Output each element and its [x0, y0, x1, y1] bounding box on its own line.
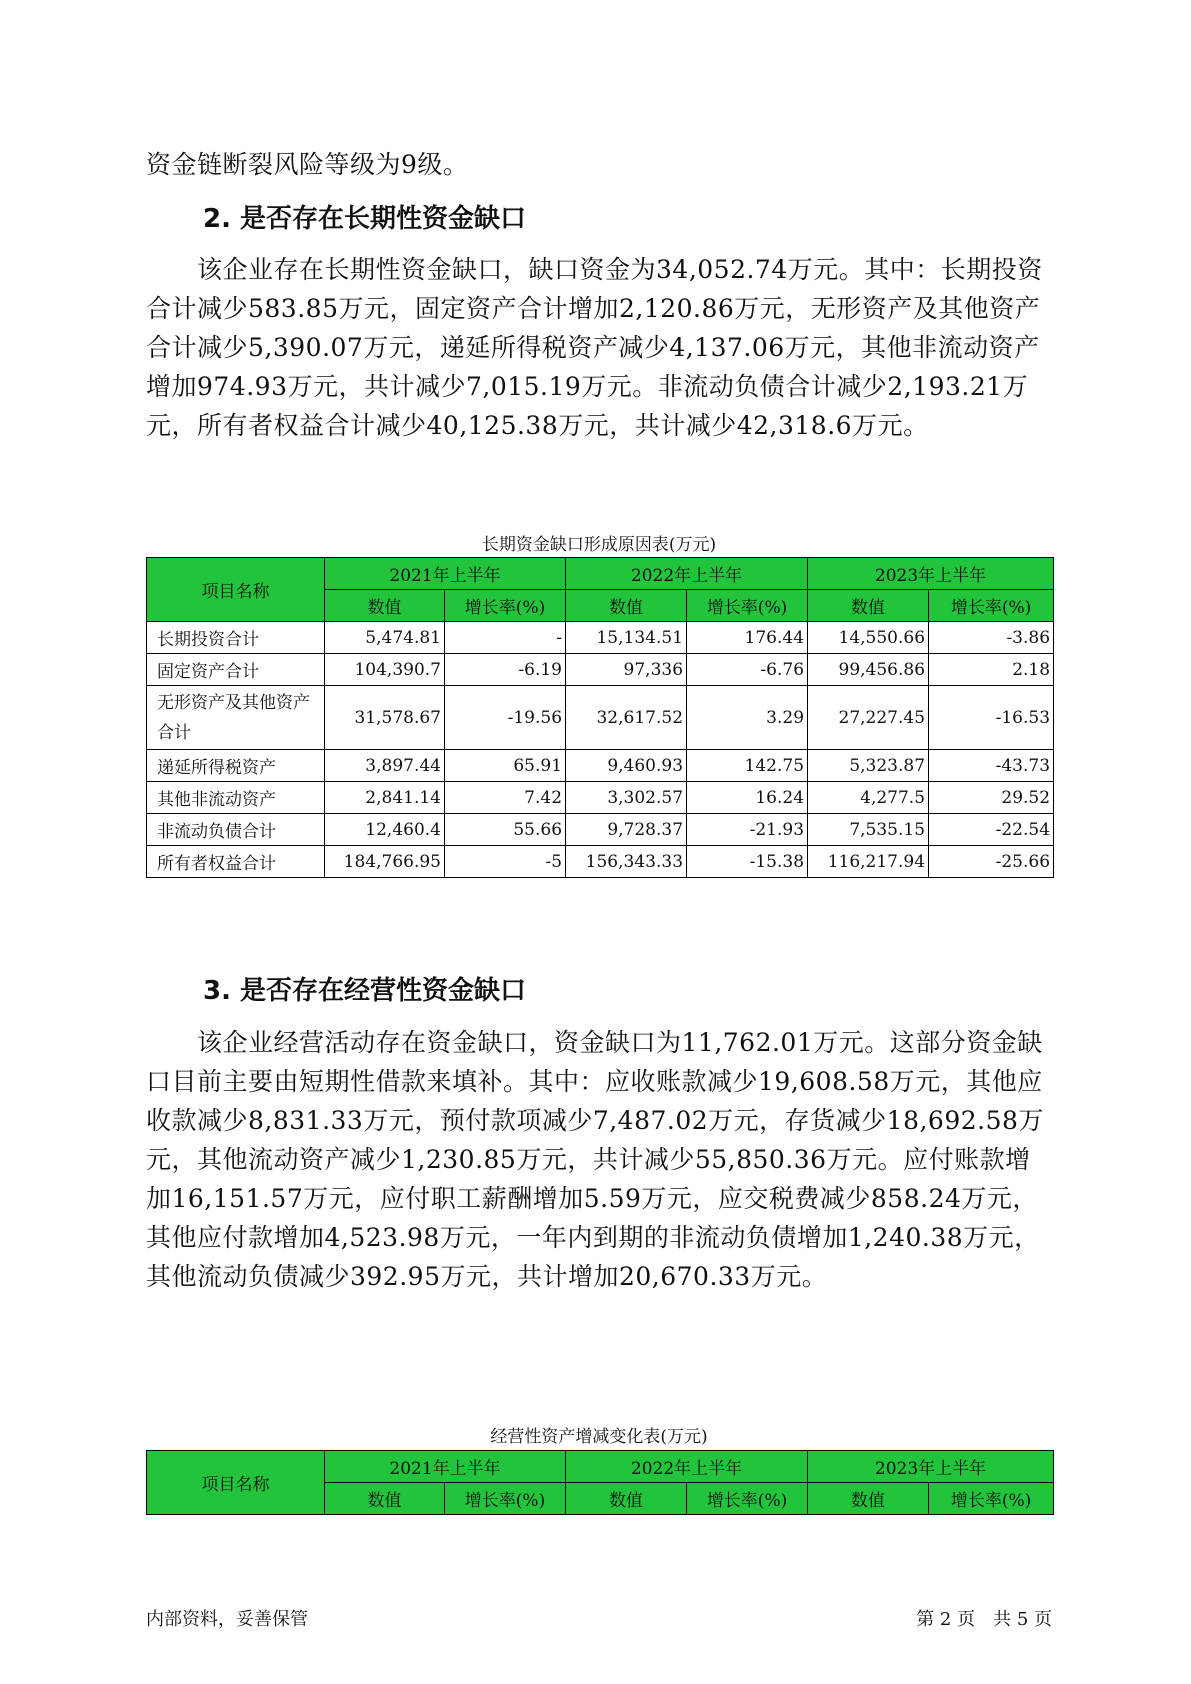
table-row — [147, 750, 1054, 782]
col-header-period: 2021年上半年 — [325, 558, 566, 590]
table-row — [147, 622, 1054, 654]
cell-growth: 16.24 — [687, 782, 808, 814]
cell-growth: 65.91 — [445, 750, 566, 782]
cell-growth: 176.44 — [687, 622, 808, 654]
cell-growth: -25.66 — [929, 846, 1054, 878]
cell-value: 9,460.93 — [566, 750, 687, 782]
cell-growth: 55.66 — [445, 814, 566, 846]
section-2-paragraph: 该企业存在长期性资金缺口，缺口资金为34,052.74万元。其中：长期投资合计减少583.85万元，固定资产合计增加2,120.86万元，无形资产及其他资产合计减少5,390.07万元，递延所得税资产减少4,137.06万元，其他非流动资产增加974.93万元，共计减少7,015.19万元。非流动负债合计减少2,193.21万元，所有者权益合计减少40,125.38万元，共计减少42,318.6万元。 — [146, 255, 1043, 440]
cell-value: 184,766.95 — [325, 846, 445, 878]
col-header-growth: 增长率(%) — [929, 590, 1054, 622]
row-label: 其他非流动资产 — [147, 782, 325, 814]
cell-value: 156,343.33 — [566, 846, 687, 878]
cell-growth: -15.38 — [687, 846, 808, 878]
section-3-heading: 3. 是否存在经营性资金缺口 — [203, 976, 527, 1006]
cell-growth: -5 — [445, 846, 566, 878]
cell-value: 3,897.44 — [325, 750, 445, 782]
col-header-period: 2022年上半年 — [566, 558, 808, 590]
table-2-caption: 经营性资产增减变化表(万元) — [490, 1427, 708, 1447]
cell-value: 99,456.86 — [808, 654, 929, 686]
cell-growth: 142.75 — [687, 750, 808, 782]
cell-value: 5,474.81 — [325, 622, 445, 654]
cell-value: 2,841.14 — [325, 782, 445, 814]
col-header-growth: 增长率(%) — [929, 1483, 1054, 1515]
cell-growth: -22.54 — [929, 814, 1054, 846]
cell-growth: -16.53 — [929, 686, 1054, 750]
cell-growth: -6.19 — [445, 654, 566, 686]
table-1-caption: 长期资金缺口形成原因表(万元) — [481, 535, 717, 555]
col-header-value: 数值 — [325, 1483, 445, 1515]
table-row — [147, 814, 1054, 846]
operating-assets-table — [146, 1450, 1054, 1515]
cell-value: 4,277.5 — [808, 782, 929, 814]
col-header-item: 项目名称 — [147, 558, 325, 622]
cell-value: 32,617.52 — [566, 686, 687, 750]
row-label: 递延所得税资产 — [147, 750, 325, 782]
cell-growth: 3.29 — [687, 686, 808, 750]
cell-value: 15,134.51 — [566, 622, 687, 654]
col-header-period: 2021年上半年 — [325, 1451, 566, 1483]
cell-growth: -43.73 — [929, 750, 1054, 782]
cell-value: 3,302.57 — [566, 782, 687, 814]
row-label: 无形资产及其他资产合计 — [147, 686, 325, 750]
table-row — [147, 654, 1054, 686]
col-header-growth: 增长率(%) — [445, 590, 566, 622]
col-header-item: 项目名称 — [147, 1451, 325, 1515]
cell-value: 116,217.94 — [808, 846, 929, 878]
cell-growth: -3.86 — [929, 622, 1054, 654]
cell-value: 97,336 — [566, 654, 687, 686]
col-header-period: 2022年上半年 — [566, 1451, 808, 1483]
cell-growth: - — [445, 622, 566, 654]
col-header-value: 数值 — [808, 590, 929, 622]
cell-growth: 2.18 — [929, 654, 1054, 686]
col-header-value: 数值 — [566, 1483, 687, 1515]
cell-value: 9,728.37 — [566, 814, 687, 846]
row-label: 固定资产合计 — [147, 654, 325, 686]
row-label: 非流动负债合计 — [147, 814, 325, 846]
cell-value: 14,550.66 — [808, 622, 929, 654]
col-header-value: 数值 — [325, 590, 445, 622]
cell-growth: -19.56 — [445, 686, 566, 750]
col-header-value: 数值 — [808, 1483, 929, 1515]
cell-growth: -6.76 — [687, 654, 808, 686]
cell-value: 12,460.4 — [325, 814, 445, 846]
cell-value: 31,578.67 — [325, 686, 445, 750]
page-number: 第 2 页 共 5 页 — [916, 1609, 1052, 1630]
cell-growth: -21.93 — [687, 814, 808, 846]
section-3-paragraph: 该企业经营活动存在资金缺口，资金缺口为11,762.01万元。这部分资金缺口目前主要由短期性借款来填补。其中：应收账款减少19,608.58万元，其他应收款减少8,831.33万元，预付款项减少7,487.02万元，存货减少18,692.58万元，其他流动资产减少1,230.85万元，共计减少55,850.36万元。应付账款增加16,151.57万元，应付职工薪酬增加5.59万元，应交税费减少858.24万元，其他应付款增加4,523.98万元，一年内到期的非流动负债增加1,240.38万元，其他流动负债减少392.95万元，共计增加20,670.33万元。 — [146, 1028, 1044, 1291]
cell-value: 27,227.45 — [808, 686, 929, 750]
col-header-growth: 增长率(%) — [445, 1483, 566, 1515]
table-row — [147, 846, 1054, 878]
col-header-value: 数值 — [566, 590, 687, 622]
footer-left: 内部资料，妥善保管 — [146, 1609, 308, 1630]
long-term-gap-table — [146, 557, 1054, 878]
intro-line: 资金链断裂风险等级为9级。 — [146, 150, 469, 179]
section-2-heading: 2. 是否存在长期性资金缺口 — [203, 204, 527, 234]
row-label: 长期投资合计 — [147, 622, 325, 654]
cell-value: 5,323.87 — [808, 750, 929, 782]
table-row — [147, 686, 1054, 750]
col-header-period: 2023年上半年 — [808, 1451, 1054, 1483]
table-row — [147, 782, 1054, 814]
cell-growth: 7.42 — [445, 782, 566, 814]
col-header-growth: 增长率(%) — [687, 1483, 808, 1515]
col-header-growth: 增长率(%) — [687, 590, 808, 622]
cell-value: 104,390.7 — [325, 654, 445, 686]
col-header-period: 2023年上半年 — [808, 558, 1054, 590]
row-label: 所有者权益合计 — [147, 846, 325, 878]
cell-growth: 29.52 — [929, 782, 1054, 814]
cell-value: 7,535.15 — [808, 814, 929, 846]
